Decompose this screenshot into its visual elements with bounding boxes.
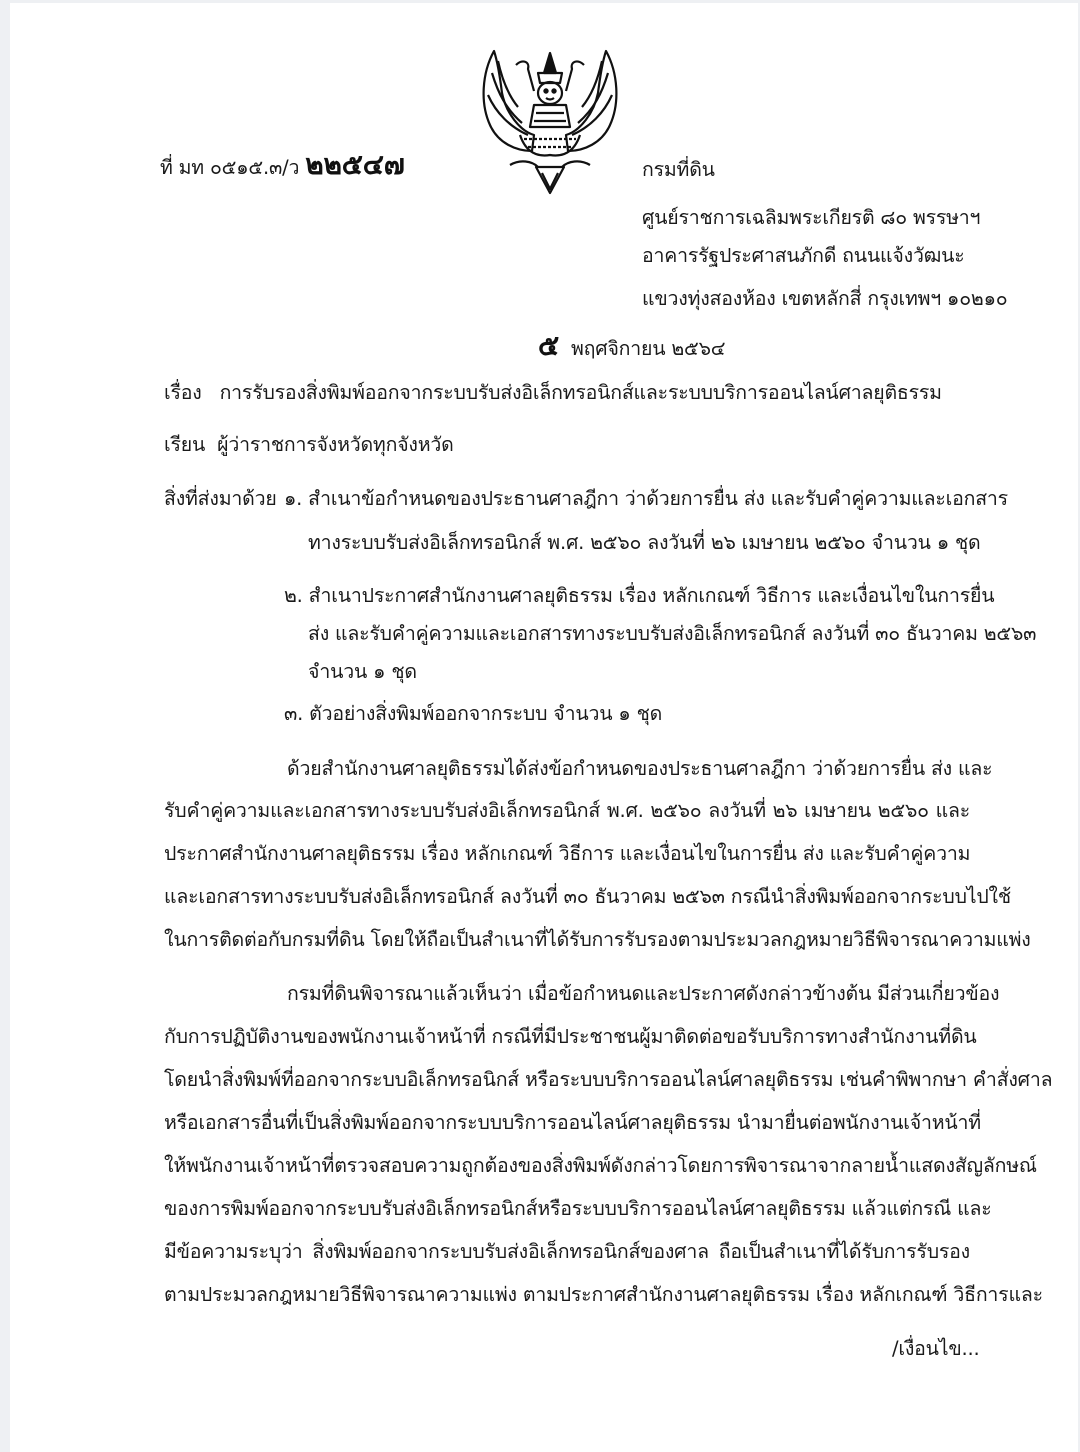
reference-prefix: ที่ มท ๐๕๑๕.๓/ว [160, 156, 300, 179]
date-day-handwritten: ๕ [538, 329, 559, 362]
recipient-label: เรียน [164, 433, 206, 456]
document-page [10, 3, 1078, 1452]
subject-line [164, 378, 942, 408]
paragraph-2-line4: หรือเอกสารอื่นที่เป็นสิ่งพิมพ์ออกจากระบบบริการออนไลน์ศาลยุติธรรม นำมายื่นต่อพนักงานเจ้าหน้าที่ [164, 1111, 981, 1134]
paragraph-2-line5: ให้พนักงานเจ้าหน้าที่ตรวจสอบความถูกต้องของสิ่งพิมพ์ดังกล่าวโดยการพิจารณาจากลายน้ำแสดงสัญลักษณ์ [164, 1154, 1037, 1177]
enclosure-3-line1: ๓. ตัวอย่างสิ่งพิมพ์ออกจากระบบ จำนวน ๑ ชุด [284, 702, 663, 725]
enclosure-1-line1: ๑. สำเนาข้อกำหนดของประธานศาลฎีกา ว่าด้วยการยื่น ส่ง และรับคำคู่ความและเอกสาร [284, 487, 1008, 510]
paragraph-2-line7: มีข้อความระบุว่า สิ่งพิมพ์ออกจากระบบรับส่งอิเล็กทรอนิกส์ของศาล ถือเป็นสำเนาที่ได้รับการรับรอง [164, 1240, 970, 1263]
recipient-line [164, 430, 454, 460]
sender-address-line3: แขวงทุ่งสองห้อง เขตหลักสี่ กรุงเทพฯ ๑๐๒๑๐ [642, 287, 1008, 310]
paragraph-1-line2: รับคำคู่ความและเอกสารทางระบบรับส่งอิเล็กทรอนิกส์ พ.ศ. ๒๕๖๐ ลงวันที่ ๒๖ เมษายน ๒๕๖๐ และ [164, 799, 970, 822]
paragraph-1-line1: ด้วยสำนักงานศาลยุติธรรมได้ส่งข้อกำหนดของประธานศาลฎีกา ว่าด้วยการยื่น ส่ง และ [287, 757, 993, 780]
date-month-year: พฤศจิกายน ๒๕๖๔ [571, 337, 726, 360]
recipient-text: ผู้ว่าราชการจังหวัดทุกจังหวัด [217, 433, 454, 456]
paragraph-2-line8: ตามประมวลกฎหมายวิธีพิจารณาความแพ่ง ตามประกาศสำนักงานศาลยุติธรรม เรื่อง หลักเกณฑ์ วิธีการและ [164, 1283, 1043, 1306]
paragraph-2-line3: โดยนำสิ่งพิมพ์ที่ออกจากระบบอิเล็กทรอนิกส์ หรือระบบบริการออนไลน์ศาลยุติธรรม เช่นคำพิพากษา คำสั่งศาล [164, 1068, 1053, 1091]
paragraph-2-line1: กรมที่ดินพิจารณาแล้วเห็นว่า เมื่อข้อกำหนดและประกาศดังกล่าวข้างต้น มีส่วนเกี่ยวข้อง [287, 982, 1000, 1005]
sender-address-line2: อาคารรัฐประศาสนภักดี ถนนแจ้งวัฒนะ [642, 244, 965, 267]
sender-org: กรมที่ดิน [642, 158, 715, 181]
enclosure-2-line2: ส่ง และรับคำคู่ความและเอกสารทางระบบรับส่งอิเล็กทรอนิกส์ ลงวันที่ ๓๐ ธันวาคม ๒๕๖๓ [308, 622, 1037, 645]
enclosures-label: สิ่งที่ส่งมาด้วย [164, 487, 277, 510]
garuda-emblem-icon [476, 43, 624, 198]
enclosure-2-line1: ๒. สำเนาประกาศสำนักงานศาลยุติธรรม เรื่อง หลักเกณฑ์ วิธีการ และเงื่อนไขในการยื่น [284, 584, 995, 607]
subject-label: เรื่อง [164, 381, 202, 404]
continuation-marker: /เงื่อนไข... [892, 1337, 980, 1360]
sender-address-line1: ศูนย์ราชการเฉลิมพระเกียรติ ๘๐ พรรษาฯ [642, 206, 981, 229]
paragraph-1-line3: ประกาศสำนักงานศาลยุติธรรม เรื่อง หลักเกณฑ์ วิธีการ และเงื่อนไขในการยื่น ส่ง และรับคำคู่ความ [164, 842, 971, 865]
enclosure-2-line3: จำนวน ๑ ชุด [308, 660, 417, 683]
subject-text: การรับรองสิ่งพิมพ์ออกจากระบบรับส่งอิเล็กทรอนิกส์และระบบบริการออนไลน์ศาลยุติธรรม [219, 381, 942, 404]
reference-number [160, 150, 405, 183]
paragraph-1-line5: ในการติดต่อกับกรมที่ดิน โดยให้ถือเป็นสำเนาที่ได้รับการรับรองตามประมวลกฎหมายวิธีพิจารณาความแพ่ง [164, 928, 1031, 951]
paragraph-2-line6: ของการพิมพ์ออกจากระบบรับส่งอิเล็กทรอนิกส์หรือระบบบริการออนไลน์ศาลยุติธรรม แล้วแต่กรณี และ [164, 1197, 992, 1220]
reference-number-handwritten: ๒๒๕๔๗ [305, 148, 405, 181]
paragraph-2-line2: กับการปฏิบัติงานของพนักงานเจ้าหน้าที่ กรณีที่มีประชาชนผู้มาติดต่อขอรับบริการทางสำนักงานที่ดิน [164, 1025, 977, 1048]
enclosure-1-line2: ทางระบบรับส่งอิเล็กทรอนิกส์ พ.ศ. ๒๕๖๐ ลงวันที่ ๒๖ เมษายน ๒๕๖๐ จำนวน ๑ ชุด [308, 531, 981, 554]
paragraph-1-line4: และเอกสารทางระบบรับส่งอิเล็กทรอนิกส์ ลงวันที่ ๓๐ ธันวาคม ๒๕๖๓ กรณีนำสิ่งพิมพ์ออกจากระบบไปใช้ [164, 885, 1011, 908]
letter-date [538, 331, 725, 364]
